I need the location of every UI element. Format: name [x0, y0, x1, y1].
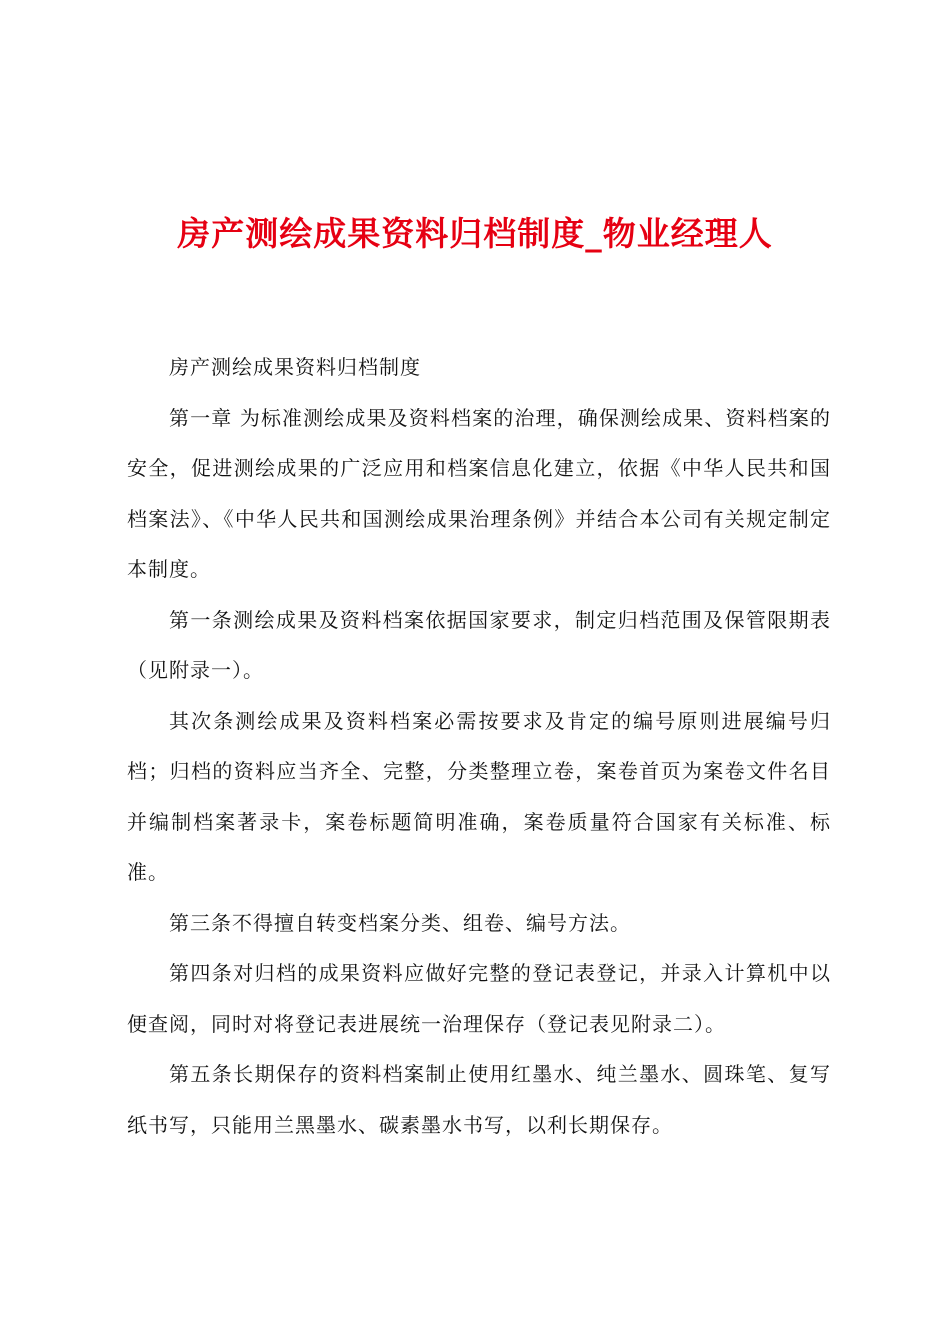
paragraph-article-four: 第四条对归档的成果资料应做好完整的登记表登记，并录入计算机中以便查阅，同时对将登记表进展统一治理保存（登记表见附录二）。: [127, 961, 831, 1036]
document-title: 房产测绘成果资料归档制度_物业经理人: [177, 214, 773, 253]
paragraph-subtitle: 房产测绘成果资料归档制度: [169, 355, 421, 379]
paragraph-article-five: 第五条长期保存的资料档案制止使用红墨水、纯兰墨水、圆珠笔、复写纸书写，只能用兰黑墨水、碳素墨水书写，以利长期保存。: [127, 1062, 831, 1137]
paragraph-article-three: 第三条不得擅自转变档案分类、组卷、编号方法。: [169, 910, 631, 935]
paragraph-chapter-one: 第一章 为标准测绘成果及资料档案的治理，确保测绘成果、资料档案的安全，促进测绘成果的广泛应用和档案信息化建立，依据《中华人民共和国档案法》、《中华人民共和国测绘成果治理条例》并结合本公司有关规定制定本制度。: [127, 405, 831, 581]
paragraph-article-two: 其次条测绘成果及资料档案必需按要求及肯定的编号原则进展编号归档；归档的资料应当齐全、完整，分类整理立卷，案卷首页为案卷文件名目并编制档案著录卡，案卷标题简明准确，案卷质量符合国家有关标准、标准。: [127, 708, 831, 884]
document-body: [127, 342, 831, 1150]
paragraph-article-one: 第一条测绘成果及资料档案依据国家要求，制定归档范围及保管限期表（见附录一）。: [127, 607, 831, 682]
